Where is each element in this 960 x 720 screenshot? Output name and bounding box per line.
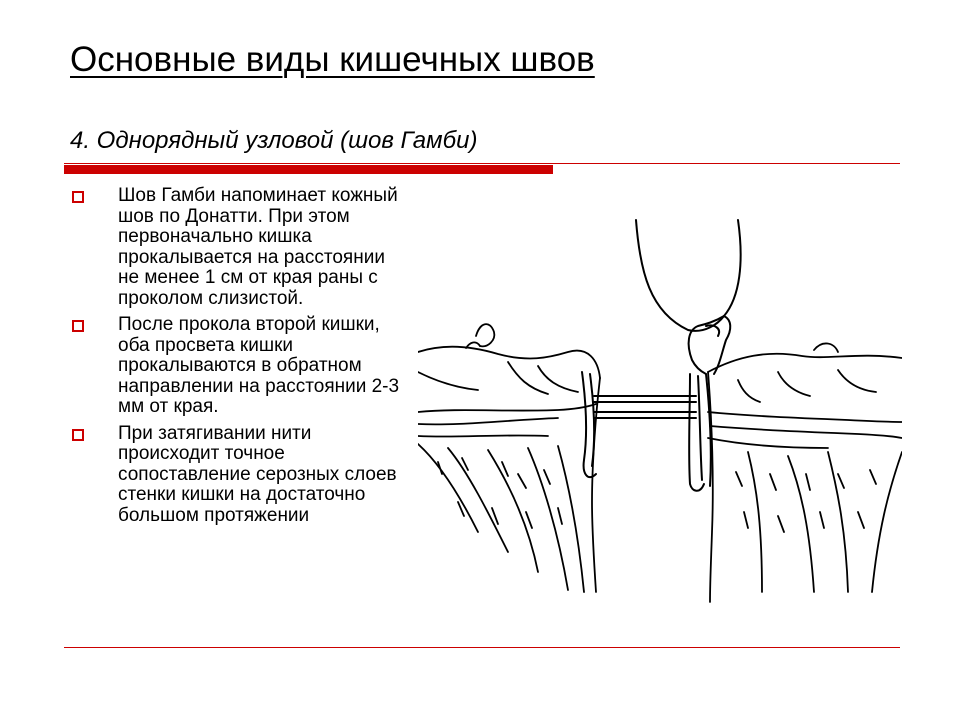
bullet-list — [70, 186, 410, 532]
bullet-item — [70, 186, 410, 309]
right-wound-edge-icon — [689, 374, 711, 491]
suture-bridge-icon — [594, 396, 696, 418]
slide-title: Основные виды кишечных швов — [70, 40, 595, 79]
hollow-square-icon — [72, 320, 84, 332]
divider-line — [64, 163, 900, 164]
hollow-square-icon — [72, 429, 84, 441]
suture-thread-icon — [636, 220, 741, 374]
suture-illustration — [418, 212, 902, 608]
bullet-text: После прокола второй кишки, оба просвета кишки прокалываются в обратном направлении на расстоянии 2-3 мм от края. — [118, 314, 400, 417]
bullet-text: Шов Гамби напоминает кожный шов по Донатти. При этом первоначально кишка прокалывается на расстоянии не менее 1 см от края раны с проколом слизистой. — [118, 185, 398, 309]
bullet-item — [70, 315, 410, 418]
left-wound-edge-icon — [582, 372, 596, 477]
footer-divider-line — [64, 647, 900, 648]
bullet-text: При затягивании нити происходит точное сопоставление серозных слоев стенки кишки на достаточно большом протяжении — [118, 422, 397, 526]
left-bowel-icon — [418, 324, 600, 592]
hollow-square-icon — [72, 191, 84, 203]
right-bowel-icon — [708, 343, 902, 602]
bullet-item — [70, 424, 410, 527]
divider-accent-bar — [64, 165, 553, 174]
slide-subtitle: 4. Однорядный узловой (шов Гамби) — [70, 127, 478, 154]
